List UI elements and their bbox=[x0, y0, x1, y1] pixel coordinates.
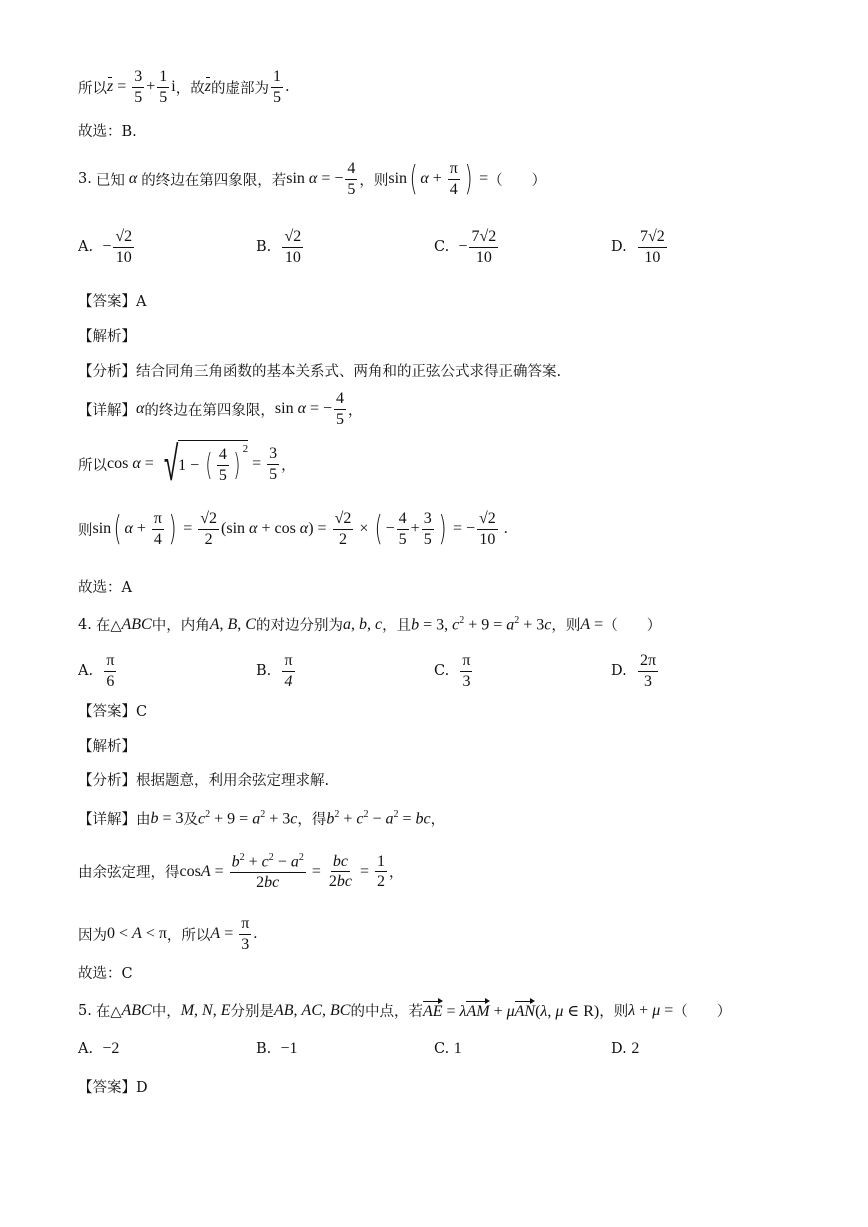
q4-detail-cos: 由余弦定理，得 cosA = $\frac{b^2 + c^2 - a^2}{2bc}$ = $\frac{bc}{2bc}$ = $\frac{1}{2}$ ， bbox=[78, 852, 404, 891]
q5-answer: 【答案】D bbox=[78, 1080, 148, 1096]
q4-answer: 【答案】C bbox=[78, 704, 148, 720]
q3-detail-result: 则 sin ( α + $\frac{\pi}{4}$ ) = $\frac{√2}{2}$ (sin α + cos α) = $\frac{√2}{2}$ × ( − $\frac{4}{5}$ + $\frac{3}{5}$ ) = − $\frac{√2}{10}$ . bbox=[78, 509, 508, 550]
q3-stem: 3. 已知 α 的终边在第四象限，若 sin α = − $\frac{4}{5}$ ，则 sin ( α + $\frac{\pi}{4}$ ) = （ ） bbox=[78, 159, 547, 200]
q5-stem: 5. 在△ ABC 中， M , N , E 分别是 AB , AC , BC 的中点，若 AE = λAM + μAN(λ, μ ∈ R) ，则 λ + μ = （ ） bbox=[78, 1001, 732, 1020]
q4-detail-range: 因为 0 < A < π ，所以 A = $\frac{\pi}{3}$ . bbox=[78, 915, 258, 953]
q3-detail-1: 【详解】 α 的终边在第四象限， sin α = − $\frac{4}{5}$ ， bbox=[78, 390, 363, 428]
q5-option-c[interactable]: C. 1 bbox=[434, 1040, 462, 1057]
q3-option-b[interactable]: B. $\frac{√2}{10}$ bbox=[256, 228, 302, 266]
q4-option-c[interactable]: C. $\frac{\pi}{3}$ bbox=[434, 652, 471, 690]
q5-option-a[interactable]: A. −2 bbox=[78, 1040, 120, 1057]
q3-number: 3. bbox=[78, 171, 92, 188]
q5-option-d[interactable]: D. 2 bbox=[611, 1040, 640, 1057]
q4-option-b[interactable]: B. $\frac{\pi}{4}$ bbox=[256, 652, 293, 690]
q4-choice: 故选：C bbox=[78, 966, 133, 982]
q4-stem: 4. 在△ ABC 中，内角 A , B , C 的对边分别为 a , b , c ，且 b = 3, $c^2 + 9 = a^2 + 3c$ ，则 A = （ ） bbox=[78, 614, 662, 634]
q4-fenxi: 【分析】根据题意，利用余弦定理求解. bbox=[78, 773, 330, 789]
p2-choice: 故选：B. bbox=[78, 124, 137, 140]
z-bar: z bbox=[107, 78, 114, 96]
q3-option-d[interactable]: D. $\frac{7√2}{10}$ bbox=[611, 228, 665, 266]
q3-option-c[interactable]: C. − $\frac{7√2}{10}$ bbox=[434, 228, 497, 266]
p2-conclusion-line: 所以 z = $\frac{3}{5}$ + $\frac{1}{5}$ i ，故 z 的虚部为 $\frac{1}{5}$ . bbox=[78, 68, 290, 106]
fraction-3-5: $\frac{3}{5}$ bbox=[134, 68, 143, 106]
q3-choice: 故选：A bbox=[78, 580, 132, 596]
fraction-imag: $\frac{1}{5}$ bbox=[272, 68, 281, 106]
q4-option-d[interactable]: D. $\frac{2\pi}{3}$ bbox=[611, 652, 657, 690]
text-so: 所以 bbox=[78, 80, 107, 97]
q4-detail-1: 【详解】由 b = 3 及 $c^2 + 9 = a^2 + 3c$ ，得 $b^2 + c^2 - a^2$ = bc ， bbox=[78, 808, 446, 828]
q4-option-a[interactable]: A. $\frac{\pi}{6}$ bbox=[78, 652, 115, 690]
q3-option-a[interactable]: A. − $\frac{√2}{10}$ bbox=[78, 228, 133, 266]
fraction-1-5: $\frac{1}{5}$ bbox=[159, 68, 168, 106]
q5-option-b[interactable]: B. −1 bbox=[256, 1040, 298, 1057]
q3-answer: 【答案】A bbox=[78, 294, 147, 310]
q4-analysis-heading: 【解析】 bbox=[78, 739, 136, 755]
q3-fenxi: 【分析】结合同角三角函数的基本关系式、两角和的正弦公式求得正确答案. bbox=[78, 364, 562, 380]
z-bar-2: z bbox=[204, 78, 211, 96]
q3-analysis-heading: 【解析】 bbox=[78, 329, 136, 345]
q3-detail-cos: 所以 cos α = √ 1 − ( $\frac{4}{5}$ ) $^2$ = $\frac{3}{5}$ ， bbox=[78, 436, 296, 492]
